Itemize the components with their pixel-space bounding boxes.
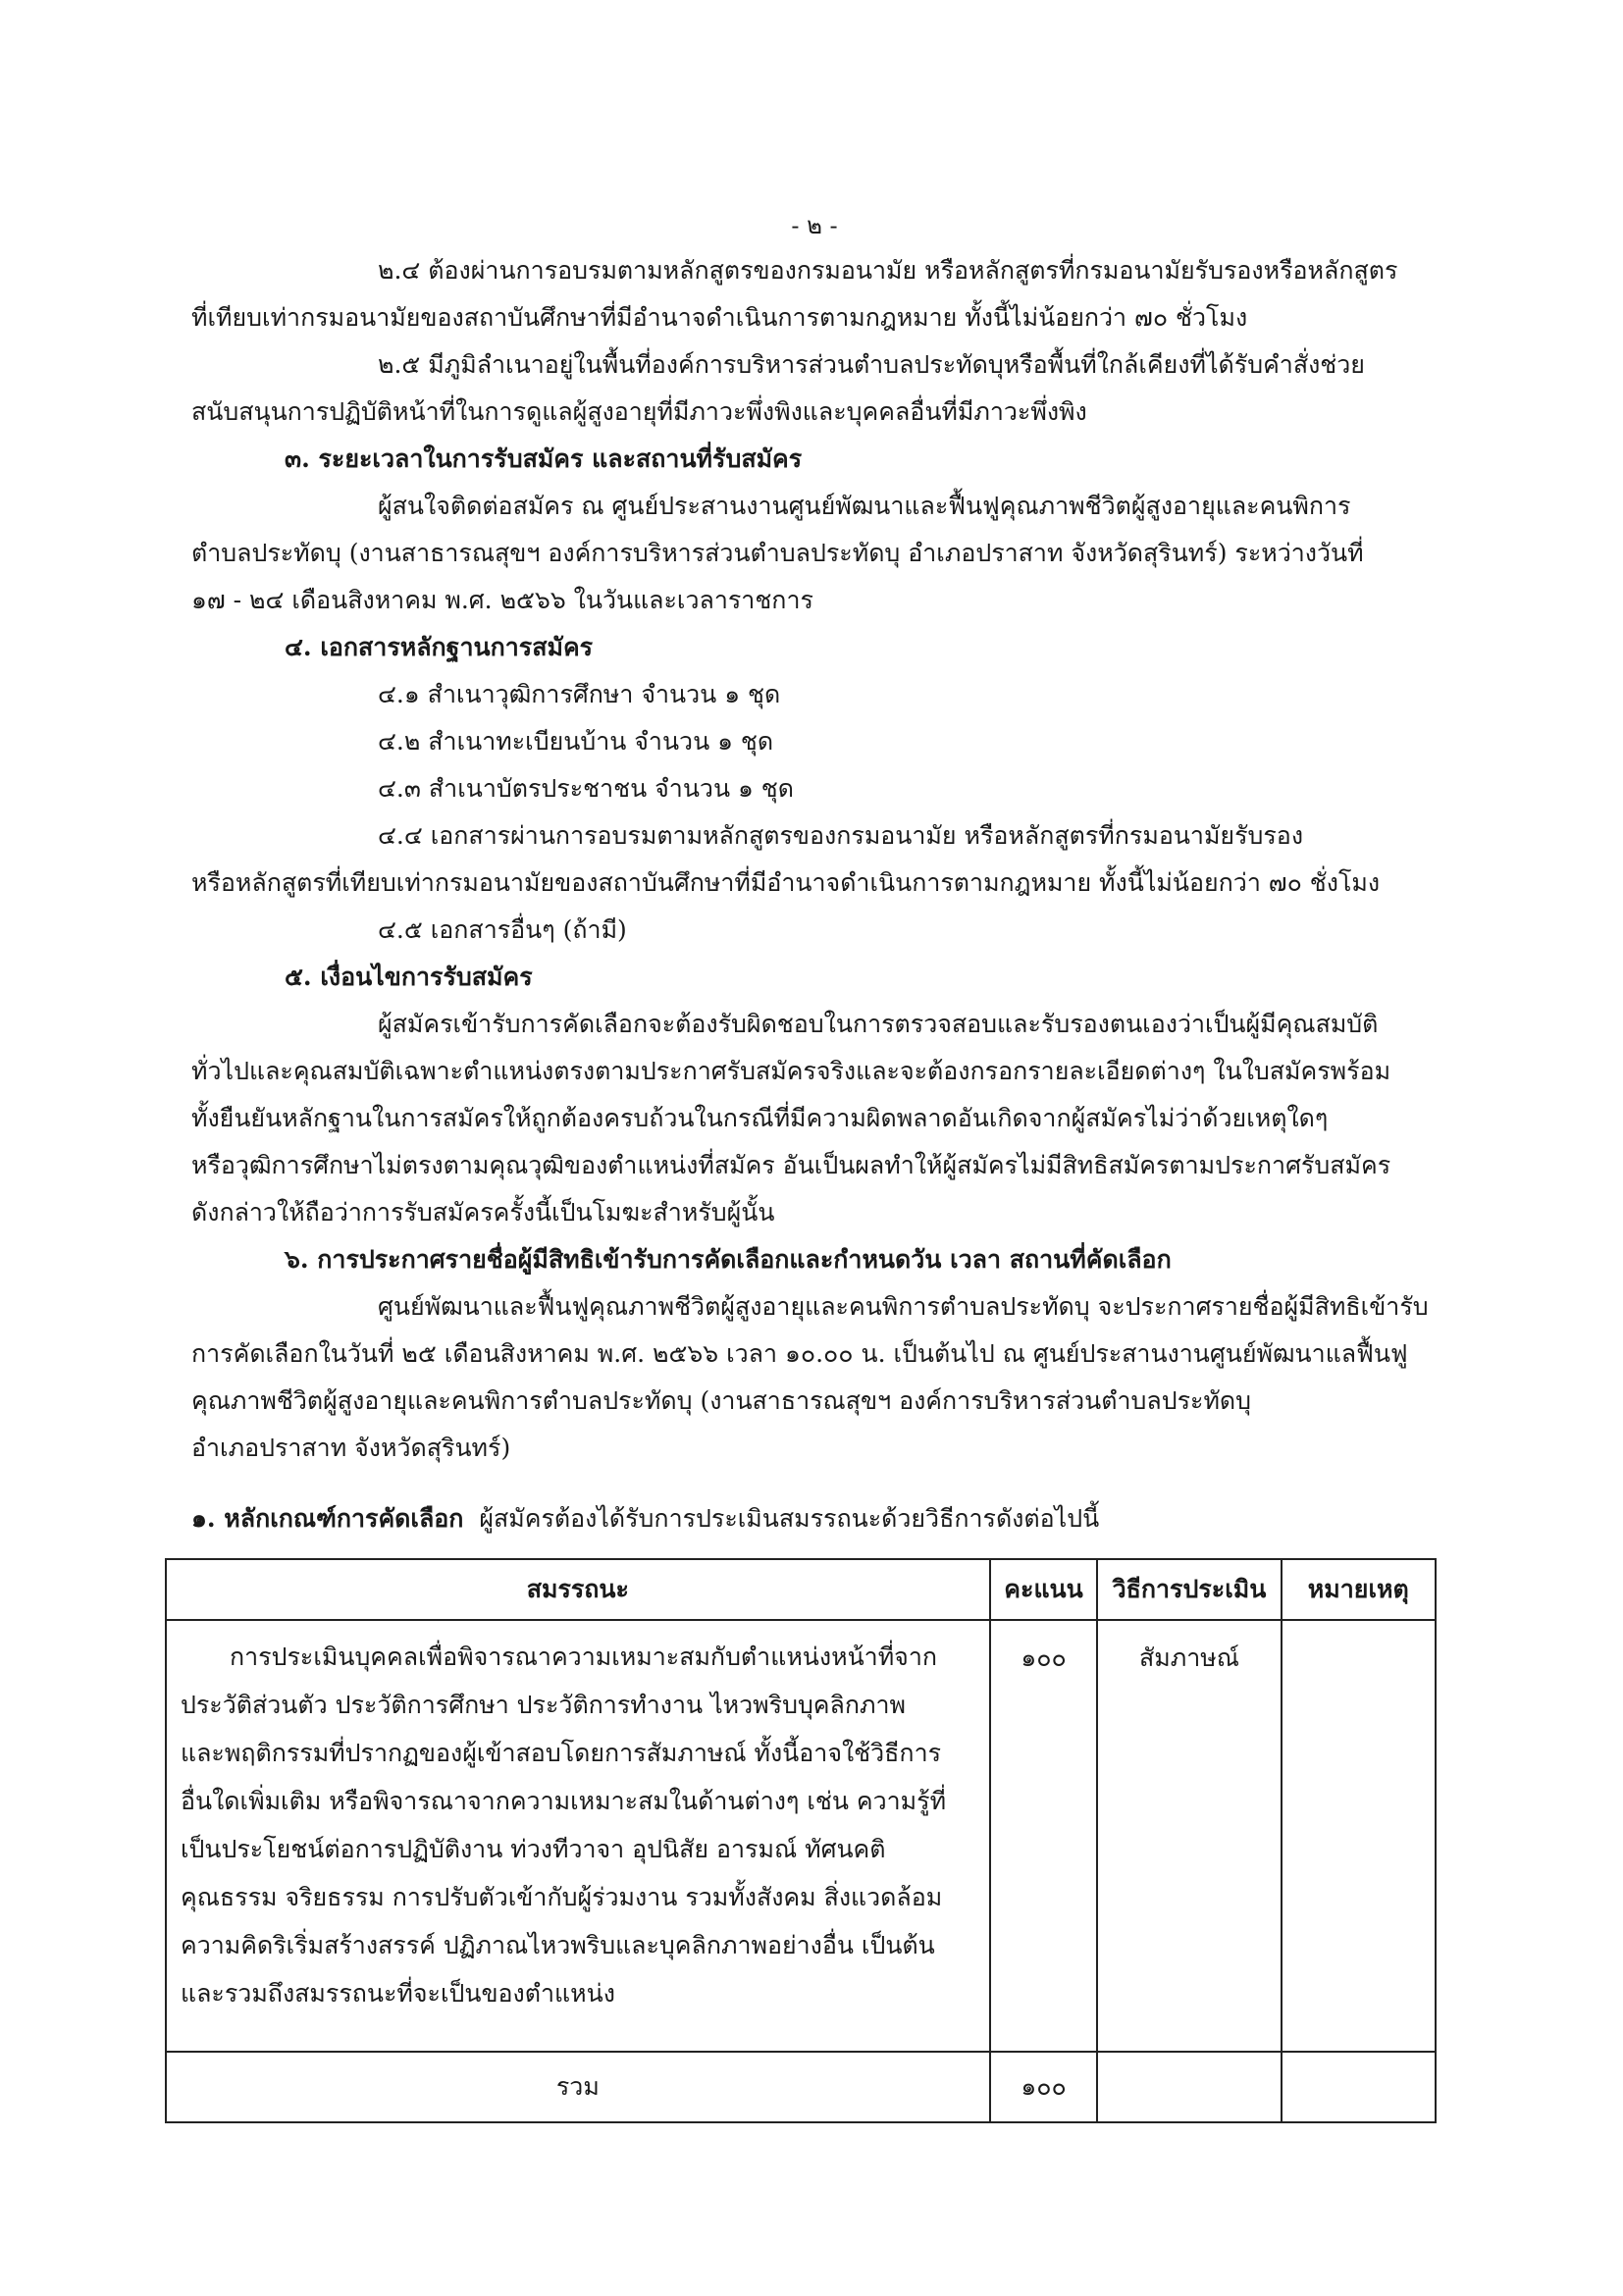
section-6-line1: ศูนย์พัฒนาและฟื้นฟูคุณภาพชีวิตผู้สูงอายุและคนพิการตำบลประทัดบุ จะประกาศรายชื่อผู้มีสิทธิเข้ารับ — [378, 1292, 1429, 1321]
table-row — [166, 1620, 1436, 2052]
section-5-line1: ผู้สมัครเข้ารับการคัดเลือกจะต้องรับผิดชอบในการตรวจสอบและรับรองตนเองว่าเป็นผู้มีคุณสมบัติ — [378, 1010, 1379, 1038]
section-5-line4: หรือวุฒิการศึกษาไม่ตรงตามคุณวุฒิของตำแหน่งที่สมัคร อันเป็นผลทำให้ผู้สมัครไม่มีสิทธิสมัครตามประกาศรับสมัคร — [191, 1151, 1391, 1179]
item-4-1: ๔.๑ สำเนาวุฒิการศึกษา จำนวน ๑ ชุด — [378, 680, 781, 708]
section-3-line1: ผู้สนใจติดต่อสมัคร ณ ศูนย์ประสานงานศูนย์พัฒนาและฟื้นฟูคุณภาพชีวิตผู้สูงอายุและคนพิการ — [378, 492, 1351, 520]
section-6-line4: อำเภอปราสาท จังหวัดสุรินทร์) — [191, 1434, 511, 1462]
section-3-line3: ๑๗ - ๒๔ เดือนสิงหาคม พ.ศ. ๒๕๖๖ ในวันและเวลาราชการ — [191, 586, 813, 614]
section-5-line3: ทั้งยืนยันหลักฐานในการสมัครให้ถูกต้องครบถ้วนในกรณีที่มีความผิดพลาดอันเกิดจากผู้สมัครไม่ว่าด้วยเหตุใดๆ — [191, 1104, 1329, 1132]
item-2-5-line2: สนับสนุนการปฏิบัติหน้าที่ในการดูแลผู้สูงอายุที่มีภาวะพึ่งพิงและบุคคลอื่นที่มีภาวะพึ่งพิง — [191, 397, 1087, 426]
criteria-heading: ๑. หลักเกณฑ์การคัดเลือก — [191, 1504, 464, 1533]
description-line: อื่นใดเพิ่มเติม หรือพิจารณาจากความเหมาะสมในด้านต่างๆ เช่น ความรู้ที่ — [181, 1787, 947, 1815]
total-label: รวม — [166, 2052, 990, 2122]
criteria-title-line — [191, 1501, 1099, 1537]
page-number: - ๒ - — [791, 212, 838, 239]
total-row — [166, 2052, 1436, 2122]
method-cell: สัมภาษณ์ — [1097, 1620, 1281, 2052]
section-5-line5: ดังกล่าวให้ถือว่าการรับสมัครครั้งนี้เป็นโมฆะสำหรับผู้นั้น — [191, 1198, 775, 1226]
column-header-score: คะแนน — [990, 1559, 1098, 1620]
section-6-line2: การคัดเลือกในวันที่ ๒๕ เดือนสิงหาคม พ.ศ. ๒๕๖๖ เวลา ๑๐.๐๐ น. เป็นต้นไป ณ ศูนย์ประสานงานศูนย์พัฒนาแลฟื้นฟู — [191, 1339, 1408, 1368]
description-line: ความคิดริเริ่มสร้างสรรค์ ปฏิภาณไหวพริบและบุคลิกภาพอย่างอื่น เป็นต้น — [181, 1931, 935, 1959]
description-line: และพฤติกรรมที่ปรากฏของผู้เข้าสอบโดยการสัมภาษณ์ ทั้งนี้อาจใช้วิธีการ — [181, 1739, 942, 1767]
total-score: ๑๐๐ — [990, 2052, 1098, 2122]
item-4-3: ๔.๓ สำเนาบัตรประชาชน จำนวน ๑ ชุด — [378, 774, 795, 803]
description-line: คุณธรรม จริยธรรม การปรับตัวเข้ากับผู้ร่วมงาน รวมทั้งสังคม สิ่งแวดล้อม — [181, 1883, 943, 1911]
description-line: และรวมถึงสมรรถนะที่จะเป็นของตำแหน่ง — [181, 1979, 615, 2008]
item-2-4-line1: ๒.๔ ต้องผ่านการอบรมตามหลักสูตรของกรมอนามัย หรือหลักสูตรที่กรมอนามัยรับรองหรือหลักสูตร — [378, 256, 1398, 285]
section-6-heading: ๖. การประกาศรายชื่อผู้มีสิทธิเข้ารับการคัดเลือกและกำหนดวัน เวลา สถานที่คัดเลือก — [285, 1245, 1172, 1274]
item-2-5-line1: ๒.๕ มีภูมิลำเนาอยู่ในพื้นที่องค์การบริหารส่วนตำบลประทัดบุหรือพื้นที่ใกล้เคียงที่ได้รับคำสั่งช่วย — [378, 350, 1365, 379]
item-4-2: ๔.๒ สำเนาทะเบียนบ้าน จำนวน ๑ ชุด — [378, 727, 774, 756]
note-cell — [1282, 1620, 1436, 2052]
description-line: การประเมินบุคคลเพื่อพิจารณาความเหมาะสมกับตำแหน่งหน้าที่จาก — [230, 1643, 938, 1671]
section-3-heading: ๓. ระยะเวลาในการรับสมัคร และสถานที่รับสมัคร — [285, 444, 803, 473]
section-6-line3: คุณภาพชีวิตผู้สูงอายุและคนพิการตำบลประทัดบุ (งานสาธารณสุขฯ องค์การบริหารส่วนตำบลประทัดบุ — [191, 1386, 1252, 1415]
criteria-intro: ผู้สมัครต้องได้รับการประเมินสมรรถนะด้วยวิธีการดังต่อไปนี้ — [479, 1504, 1100, 1533]
description-line: ประวัติส่วนตัว ประวัติการศึกษา ประวัติการทำงาน ไหวพริบบุคลิกภาพ — [181, 1691, 906, 1719]
criteria-header-row — [166, 1559, 1436, 1620]
section-3-line2: ตำบลประทัดบุ (งานสาธารณสุขฯ องค์การบริหารส่วนตำบลประทัดบุ อำเภอปราสาท จังหวัดสุรินทร์) ระหว่างวันที่ — [191, 539, 1364, 567]
total-method-empty — [1097, 2052, 1281, 2122]
item-4-4-line2: หรือหลักสูตรที่เทียบเท่ากรมอนามัยของสถาบันศึกษาที่มีอำนาจดำเนินการตามกฎหมาย ทั้งนี้ไม่น้อยกว่า ๗๐ ชั่งโมง — [191, 868, 1381, 897]
score-cell: ๑๐๐ — [990, 1620, 1098, 2052]
column-header-note: หมายเหตุ — [1282, 1559, 1436, 1620]
criteria-table — [165, 1558, 1437, 2123]
competency-description — [166, 1620, 990, 2052]
column-header-competency: สมรรถนะ — [166, 1559, 990, 1620]
column-header-method: วิธีการประเมิน — [1097, 1559, 1281, 1620]
item-4-5: ๔.๕ เอกสารอื่นๆ (ถ้ามี) — [378, 915, 627, 944]
total-note-empty — [1282, 2052, 1436, 2122]
item-2-4-line2: ที่เทียบเท่ากรมอนามัยของสถาบันศึกษาที่มีอำนาจดำเนินการตามกฎหมาย ทั้งนี้ไม่น้อยกว่า ๗๐ ชั่วโมง — [191, 303, 1248, 332]
description-line: เป็นประโยชน์ต่อการปฏิบัติงาน ท่วงทีวาจา อุปนิสัย อารมณ์ ทัศนคติ — [181, 1835, 886, 1863]
item-4-4-line1: ๔.๔ เอกสารผ่านการอบรมตามหลักสูตรของกรมอนามัย หรือหลักสูตรที่กรมอนามัยรับรอง — [378, 821, 1304, 850]
section-4-heading: ๔. เอกสารหลักฐานการสมัคร — [285, 633, 594, 661]
section-5-line2: ทั่วไปและคุณสมบัติเฉพาะตำแหน่งตรงตามประกาศรับสมัครจริงและจะต้องกรอกรายละเอียดต่างๆ ในใบสมัครพร้อม — [191, 1057, 1391, 1085]
section-5-heading: ๕. เงื่อนไขการรับสมัคร — [285, 963, 533, 991]
